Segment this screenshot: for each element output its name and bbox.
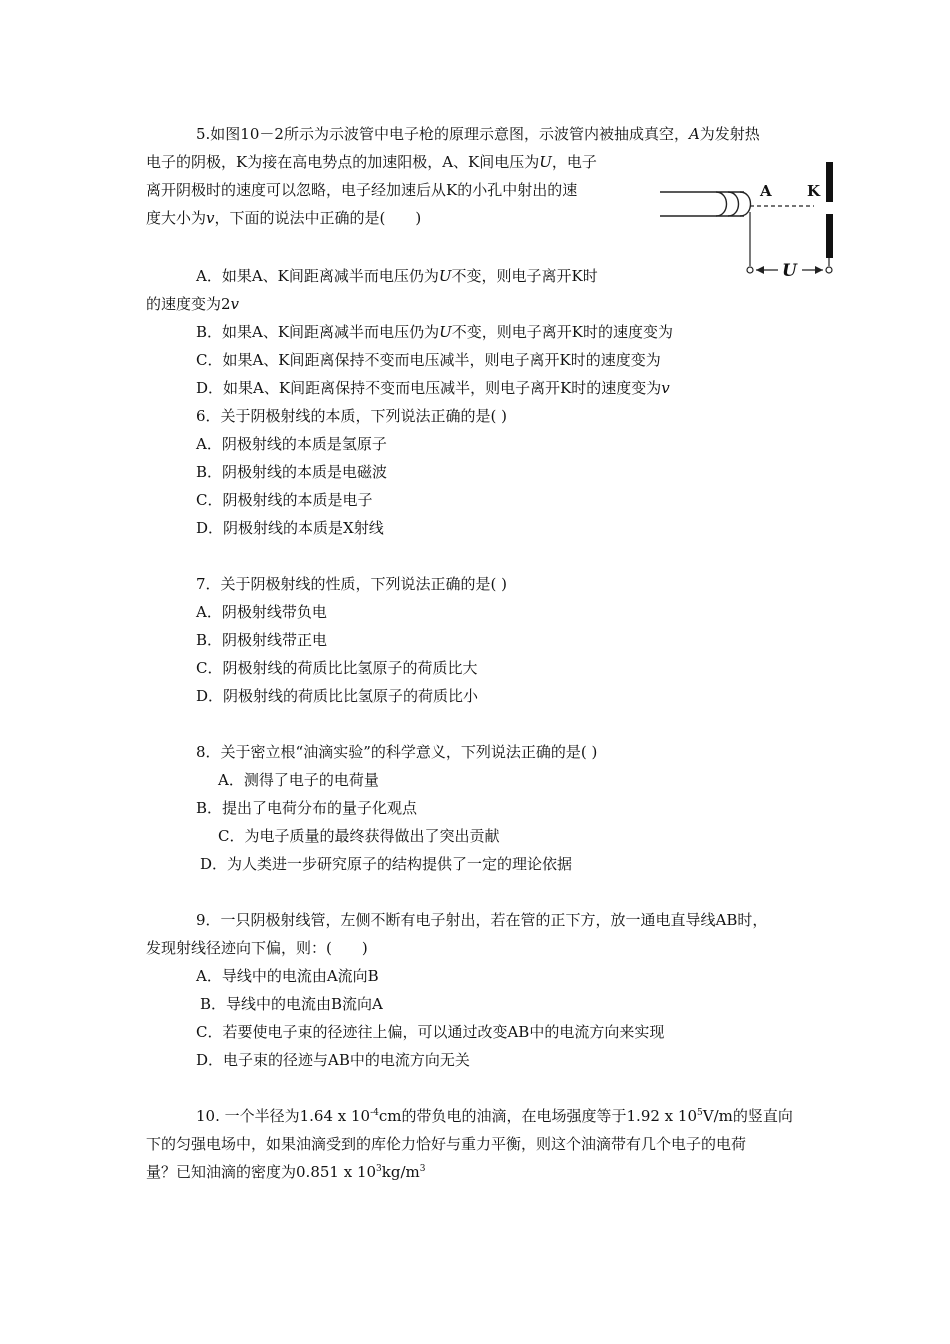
q6-option-a: A．阴极射线的本质是氢原子 bbox=[196, 435, 387, 453]
q7-option-d: D．阴极射线的荷质比比氢原子的荷质比小 bbox=[196, 687, 479, 705]
q6-option-b: B．阴极射线的本质是电磁波 bbox=[196, 463, 388, 481]
q9-option-c: C．若要使电子束的径迹往上偏，可以通过改变AB中的电流方向来实现 bbox=[196, 1023, 665, 1041]
q10-line-3: 量？已知油滴的密度为0.851 x $10^3kg/m^3$ bbox=[146, 1163, 426, 1181]
q7-option-c: C．阴极射线的荷质比比氢原子的荷质比大 bbox=[196, 659, 478, 677]
q8-option-b: B．提出了电荷分布的量子化观点 bbox=[196, 799, 418, 817]
label-k: K bbox=[807, 182, 821, 200]
electron-gun-diagram bbox=[652, 150, 842, 280]
q8-option-a: A．测得了电子的电荷量 bbox=[218, 771, 379, 789]
q5-option-c: C．如果A、K间距离保持不变而电压减半，则电子离开K时的速度变为 bbox=[196, 351, 661, 369]
q8-option-d: D．为人类进一步研究原子的结构提供了一定的理论依据 bbox=[200, 855, 573, 873]
q9-stem-line-2: 发现射线径迹向下偏，则：( ) bbox=[146, 939, 368, 957]
q6-option-c: C．阴极射线的本质是电子 bbox=[196, 491, 373, 509]
q7-option-b: B．阴极射线带正电 bbox=[196, 631, 328, 649]
q5-stem-line-3: 离开阴极时的速度可以忽略，电子经加速后从K的小孔中射出的速 bbox=[146, 181, 578, 199]
q8-option-c: C．为电子质量的最终获得做出了突出贡献 bbox=[218, 827, 500, 845]
q9-option-d: D．电子束的径迹与AB中的电流方向无关 bbox=[196, 1051, 470, 1069]
q9-option-b: B．导线中的电流由B流向A bbox=[200, 995, 383, 1013]
q5-stem-line-4: 度大小为v，下面的说法中正确的是( ) bbox=[146, 209, 422, 227]
q5-stem-line-1: 5.如图10－2所示为示波管中电子枪的原理示意图，示波管内被抽成真空，A为发射热 bbox=[196, 125, 760, 143]
q5-option-a-cont: 的速度变为2v bbox=[146, 295, 240, 313]
label-a: A bbox=[760, 182, 772, 200]
q7-option-a: A．阴极射线带负电 bbox=[196, 603, 327, 621]
q6-option-d: D．阴极射线的本质是X射线 bbox=[196, 519, 384, 537]
q5-option-d: D．如果A、K间距离保持不变而电压减半，则电子离开K时的速度变为v bbox=[196, 379, 670, 397]
q10-line-1: 10. 一个半径为1.64 x $10^{-4}cm$的带负电的油滴，在电场强度等于1.92 x $10^5V/m$的竖直向 bbox=[196, 1107, 793, 1125]
q5-option-a: A．如果A、K间距离减半而电压仍为U不变，则电子离开K时 bbox=[196, 267, 598, 285]
q7-stem: 7．关于阴极射线的性质，下列说法正确的是( ) bbox=[196, 575, 508, 593]
q5-option-b: B．如果A、K间距离减半而电压仍为U不变，则电子离开K时的速度变为 bbox=[196, 323, 673, 341]
q9-option-a: A．导线中的电流由A流向B bbox=[196, 967, 379, 985]
q6-stem: 6．关于阴极射线的本质，下列说法正确的是( ) bbox=[196, 407, 508, 425]
q8-stem: 8．关于密立根“油滴实验”的科学意义，下列说法正确的是( ) bbox=[196, 743, 598, 761]
label-u: U bbox=[782, 261, 797, 280]
q9-stem-line-1: 9．一只阴极射线管，左侧不断有电子射出，若在管的正下方，放一通电直导线AB时， bbox=[196, 911, 768, 929]
q10-line-2: 下的匀强电场中，如果油滴受到的库伦力恰好与重力平衡，则这个油滴带有几个电子的电荷 bbox=[146, 1135, 747, 1153]
q5-stem-line-2: 电子的阴极，K为接在高电势点的加速阳极，A、K间电压为U，电子 bbox=[146, 153, 597, 171]
